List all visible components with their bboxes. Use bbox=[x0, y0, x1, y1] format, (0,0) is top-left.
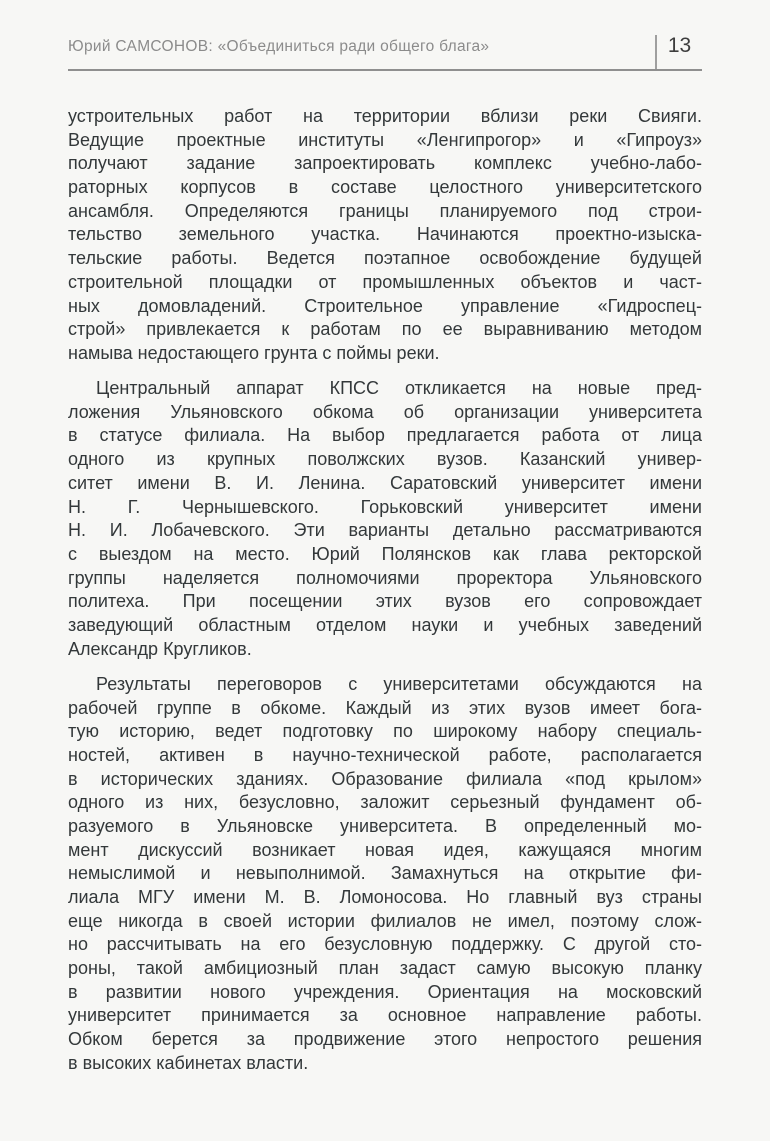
text-line: рабочей группе в обкоме. Каждый из этих вузов имеет бога- bbox=[68, 697, 702, 718]
text-line: одного из них, безусловно, заложит серьезный фундамент об- bbox=[68, 792, 702, 813]
text-line: Н. И. Лобачевского. Эти варианты детально рассматриваются bbox=[68, 520, 702, 541]
text-line: политеха. При посещении этих вузов его сопровождает bbox=[68, 591, 702, 612]
text-line: тельские работы. Ведется поэтапное освобождение будущей bbox=[68, 248, 702, 269]
text-line: строительной площадки от промышленных объектов и част- bbox=[68, 271, 702, 292]
text-line: роны, такой амбициозный план задаст самую высокую планку bbox=[68, 958, 702, 979]
text-line: одного из крупных поволжских вузов. Казанский универ- bbox=[68, 449, 702, 470]
text-line: Александр Кругликов. bbox=[68, 638, 252, 659]
paragraph bbox=[68, 673, 702, 1076]
paragraph bbox=[68, 377, 702, 661]
text-line: получают задание запроектировать комплекс учебно-лабо- bbox=[68, 153, 702, 174]
text-line: ложения Ульяновского обкома об организации университета bbox=[68, 401, 702, 422]
text-line: немыслимой и невыполнимой. Замахнуться на открытие фи- bbox=[68, 863, 702, 884]
text-line: в высоких кабинетах власти. bbox=[68, 1052, 309, 1073]
body-text bbox=[68, 105, 702, 1076]
text-line: строй» привлекается к работам по ее выравниванию методом bbox=[68, 319, 702, 340]
text-line: еще никогда в своей истории филиалов не имел, поэтому слож- bbox=[68, 910, 702, 931]
text-line: в исторических зданиях. Образование филиала «под крылом» bbox=[68, 768, 702, 789]
text-line: разуемого в Ульяновске университета. В определенный мо- bbox=[68, 815, 702, 836]
text-line: Результаты переговоров с университетами обсуждаются на bbox=[96, 673, 702, 694]
text-line: ансамбля. Определяются границы планируемого под строи- bbox=[68, 200, 702, 221]
text-line: мент дискуссий возникает новая идея, кажущаяся многим bbox=[68, 839, 702, 860]
page-number: 13 bbox=[667, 34, 692, 57]
text-line: Обком берется за продвижение этого непростого решения bbox=[68, 1029, 702, 1050]
text-line: тельство земельного участка. Начинаются проектно-изыска- bbox=[68, 224, 702, 245]
text-line: ных домовладений. Строительное управление «Гидроспец- bbox=[68, 295, 702, 316]
text-line: с выездом на место. Юрий Полянсков как глава ректорской bbox=[68, 543, 702, 564]
running-title: Юрий САМСОНОВ: «Объединиться ради общего блага» bbox=[68, 38, 490, 55]
text-line: группы наделяется полномочиями проректора Ульяновского bbox=[68, 567, 702, 588]
text-line: намыва недостающего грунта с поймы реки. bbox=[68, 342, 440, 363]
text-line: Центральный аппарат КПСС откликается на новые пред- bbox=[96, 378, 702, 399]
text-line: тую историю, ведет подготовку по широкому набору специаль- bbox=[68, 721, 702, 742]
text-line: заведующий областным отделом науки и учебных заведений bbox=[68, 614, 702, 635]
text-line: ситет имени В. И. Ленина. Саратовский университет имени bbox=[68, 472, 702, 493]
text-line: но рассчитывать на его безусловную поддержку. С другой сто- bbox=[68, 934, 702, 955]
text-line: университет принимается за основное направление работы. bbox=[68, 1005, 702, 1026]
header-rule bbox=[68, 69, 702, 71]
text-line: Н. Г. Чернышевского. Горьковский университет имени bbox=[68, 496, 702, 517]
text-line: раторных корпусов в составе целостного университетского bbox=[68, 177, 702, 198]
text-line: ностей, активен в научно-технической работе, располагается bbox=[68, 744, 702, 765]
text-line: лиала МГУ имени М. В. Ломоносова. Но главный вуз страны bbox=[68, 887, 702, 907]
text-line: устроительных работ на территории вблизи реки Свияги. bbox=[68, 106, 702, 126]
text-line: в развитии нового учреждения. Ориентация на московский bbox=[68, 981, 702, 1002]
text-line: Ведущие проектные институты «Ленгипрогор» и «Гипроуз» bbox=[68, 129, 702, 150]
paragraph bbox=[68, 105, 702, 366]
text-line: в статусе филиала. На выбор предлагается работа от лица bbox=[68, 425, 702, 446]
